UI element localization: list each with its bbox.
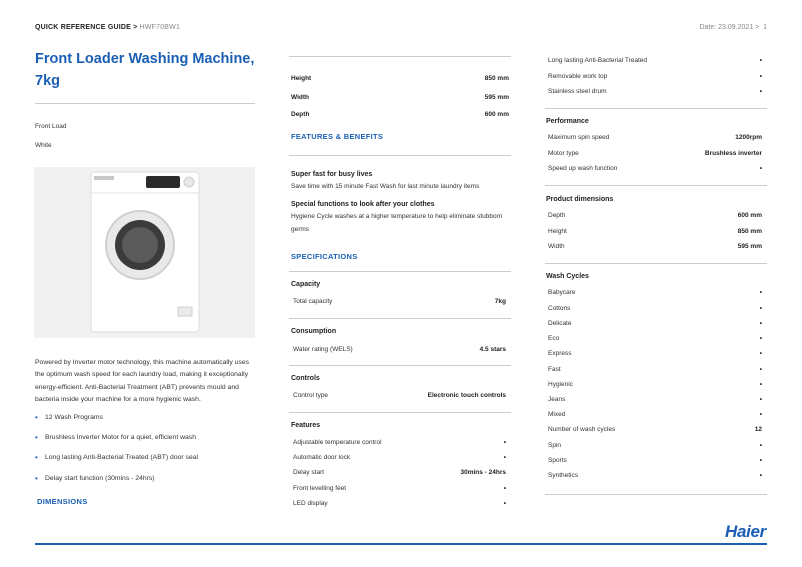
spec-row: Motor type Brushless inverter [548, 149, 762, 157]
model-number: HWF70BW1 [139, 24, 181, 31]
spec-row: LED display • [293, 499, 506, 507]
spec-row: Number of wash cycles 12 [548, 425, 762, 433]
list-item [35, 448, 257, 468]
spec-row: Delay start 30mins - 24hrs [293, 468, 506, 476]
spec-row: Water rating (WELS) 4.5 stars [293, 345, 506, 353]
divider [289, 271, 511, 272]
spec-row: Width 595 mm [548, 242, 762, 250]
page-title [35, 48, 255, 92]
spec-row: Automatic door lock • [293, 453, 506, 461]
performance-title: Performance [546, 118, 589, 125]
bullet-text: Delay start function (30mins - 24hrs) [45, 474, 155, 482]
spec-row: Long lasting Anti-Bacterial Treated • [548, 56, 762, 64]
bullet-text: 12 Wash Programs [45, 413, 103, 421]
spec-row: Removable work top • [548, 72, 762, 80]
spec-row: Stainless steel drum • [548, 87, 762, 95]
spec-row: Cottons • [548, 304, 762, 312]
divider [289, 365, 511, 366]
dim-row-height: Height 850 mm [291, 74, 509, 82]
dim-row-width: Width 595 mm [291, 93, 509, 101]
haier-logo: Haier [724, 522, 766, 541]
divider [545, 108, 767, 109]
wash-cycles-title: Wash Cycles [546, 273, 589, 280]
spec-row: Control type Electronic touch controls [293, 391, 506, 399]
spec-row: Speed up wash function • [548, 164, 762, 172]
specifications-heading: SPECIFICATIONS [291, 252, 358, 261]
breadcrumb [35, 24, 180, 31]
spec-row: Mixed • [548, 410, 762, 418]
spec-row: Delicate • [548, 319, 762, 327]
spec-row: Maximum spin speed 1200rpm [548, 133, 762, 141]
bullet-text: Long lasting Anti-Bacterial Treated (ABT) door seal [45, 454, 199, 462]
divider [545, 494, 767, 495]
dimensions-heading: DIMENSIONS [37, 497, 88, 506]
list-item [35, 427, 257, 447]
feature-text: Save time with 15 minute Fast Wash for last minute laundry items [291, 183, 480, 190]
bullet-icon: • [35, 453, 38, 463]
spec-row: Total capacity 7kg [293, 297, 506, 305]
feature-title: Special functions to look after your clothes [291, 201, 435, 208]
spec-row: Front levelling feet • [293, 484, 506, 492]
bullet-icon: • [35, 473, 38, 483]
divider [35, 103, 255, 104]
title-line-2: 7kg [35, 73, 60, 89]
spec-row: Sports • [548, 456, 762, 464]
spec-row: Eco • [548, 334, 762, 342]
product-description: Powered by Inverter motor technology, this machine automatically uses the optimum wash speed for each laundry load, making it exceptionally energy-efficient. Anti-Bacterial Treatment (ABT) prevents mould and bacteria inside your machine for a more hygienic wash. [35, 359, 250, 404]
product-image [34, 167, 255, 338]
spec-row: Synthetics • [548, 471, 762, 479]
feature-text: germs [291, 226, 310, 233]
divider [545, 263, 767, 264]
spec-row: Fast • [548, 365, 762, 373]
product-dimensions-title: Product dimensions [546, 196, 614, 203]
page-number: 1 [763, 24, 767, 31]
spec-row: Adjustable temperature control • [293, 438, 506, 446]
title-line-1: Front Loader Washing Machine, [35, 51, 255, 67]
capacity-title: Capacity [291, 281, 321, 288]
bullet-icon: • [35, 432, 38, 442]
divider [289, 56, 511, 57]
controls-title: Controls [291, 375, 320, 382]
dim-row-depth: Depth 600 mm [291, 110, 509, 118]
bullet-icon: • [35, 412, 38, 422]
footer-rule [35, 543, 767, 545]
features-spec-title: Features [291, 422, 321, 429]
spec-row: Hygienic • [548, 380, 762, 388]
date-label: Date: 23.09.2021 > [699, 24, 760, 31]
spec-row: Spin • [548, 441, 762, 449]
divider [545, 185, 767, 186]
list-item [35, 468, 257, 488]
product-type: Front Load [35, 123, 67, 130]
features-heading: FEATURES & BENEFITS [291, 132, 384, 141]
feature-title: Super fast for busy lives [291, 171, 373, 178]
bullet-text: Brushless Inverter Motor for a quiet, efficient wash [45, 433, 196, 441]
spec-row: Express • [548, 349, 762, 357]
spec-row: Jeans • [548, 395, 762, 403]
divider [289, 155, 511, 156]
date-page [699, 24, 767, 31]
washing-machine-icon [34, 167, 255, 338]
list-item [35, 407, 257, 427]
key-features-list [35, 407, 257, 488]
feature-text: Hygiene Cycle washes at a higher temperature to help eliminate stubborn [291, 213, 503, 220]
spec-row: Depth 600 mm [548, 211, 762, 219]
divider [289, 318, 511, 319]
consumption-title: Consumption [291, 328, 337, 335]
guide-label: QUICK REFERENCE GUIDE > [35, 24, 138, 31]
spec-row: Babycare • [548, 288, 762, 296]
divider [289, 412, 511, 413]
product-colour: White [35, 142, 52, 149]
spec-row: Height 850 mm [548, 227, 762, 235]
